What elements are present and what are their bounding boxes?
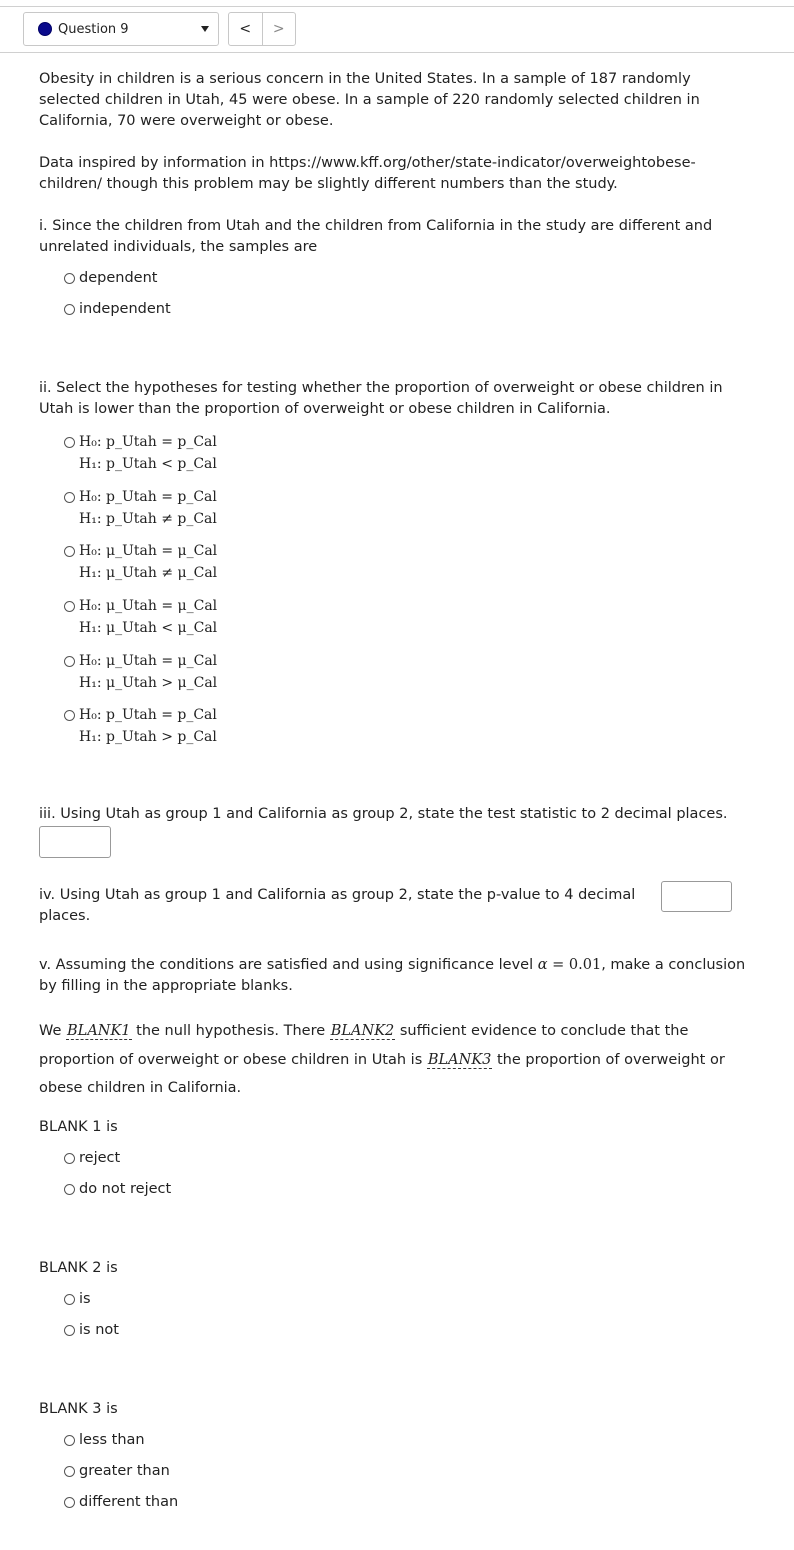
radio-icon[interactable] [64,492,75,503]
question-label: Question 9 [58,21,129,37]
radio-icon[interactable] [64,1184,75,1195]
hypothesis-option-1[interactable] [64,431,217,475]
blank2-option-is[interactable] [64,1291,91,1307]
question-nav [228,12,296,46]
option-label: greater than [79,1463,170,1479]
blank3-placeholder: BLANK3 [427,1051,492,1068]
option-label: less than [79,1432,145,1448]
h0-text: H₀: μ_Utah = μ_Cal [79,653,218,669]
blank3-option-greater-than[interactable] [64,1463,170,1479]
option-label: different than [79,1494,179,1510]
statement-part-2: the null hypothesis. There [136,1023,326,1039]
radio-icon[interactable] [64,437,75,448]
question-selector[interactable] [23,12,219,46]
part5-prompt-b: , make a conclusion by filling in the appropriate blanks. [39,957,746,994]
part4-prompt: iv. Using Utah as group 1 and California as group 2, state the p-value to 4 decimal places. [39,887,636,924]
h1-text: H₁: μ_Utah < μ_Cal [79,620,218,636]
conclusion-statement [39,1017,749,1103]
option-label: is not [79,1322,119,1338]
hypothesis-option-5[interactable] [64,650,217,694]
h1-text: H₁: p_Utah < p_Cal [79,456,217,472]
alpha-symbol: α [537,957,548,973]
alpha-value: = 0.01 [552,957,602,973]
statement-part-4: the proportion of overweight or obese children in California. [39,1051,725,1096]
option-label: is [79,1291,91,1307]
blank1-option-do-not-reject[interactable] [64,1181,171,1197]
h0-text: H₀: p_Utah = p_Cal [79,489,217,505]
part1-option-independent[interactable] [64,301,171,317]
blank1-placeholder: BLANK1 [67,1023,131,1039]
blank2-label: BLANK 2 is [39,1260,118,1276]
top-divider [0,6,794,7]
radio-icon[interactable] [64,1435,75,1446]
h0-text: H₀: p_Utah = p_Cal [79,707,217,723]
test-statistic-input[interactable] [39,826,111,858]
radio-icon[interactable] [64,1325,75,1336]
hypothesis-option-4[interactable] [64,595,217,639]
option-label: reject [79,1150,121,1166]
part2-prompt: ii. Select the hypotheses for testing whether the proportion of overweight or obese children in Utah is lower than the proportion of overweight or obese children in California. [39,380,723,417]
option-label: independent [79,301,171,317]
h1-text: H₁: p_Utah ≠ p_Cal [79,511,217,527]
h1-text: H₁: μ_Utah > μ_Cal [79,675,218,691]
caret-down-icon [201,26,209,32]
h1-text: H₁: μ_Utah ≠ μ_Cal [79,565,218,581]
blank3-option-different-than[interactable] [64,1494,178,1510]
blank1-label: BLANK 1 is [39,1119,118,1135]
blank2-option-is-not[interactable] [64,1322,119,1338]
part5-prompt [39,955,749,997]
next-question-button[interactable]: > [262,13,296,45]
h0-text: H₀: p_Utah = p_Cal [79,434,217,450]
hypothesis-option-6[interactable] [64,704,217,748]
radio-icon[interactable] [64,656,75,667]
radio-icon[interactable] [64,1294,75,1305]
h0-text: H₀: μ_Utah = μ_Cal [79,598,218,614]
radio-icon[interactable] [64,304,75,315]
h1-text: H₁: p_Utah > p_Cal [79,729,217,745]
blank3-option-less-than[interactable] [64,1432,145,1448]
hypothesis-option-3[interactable] [64,540,217,584]
option-label: dependent [79,270,158,286]
prev-question-button[interactable]: < [239,21,252,37]
radio-icon[interactable] [64,1466,75,1477]
statement-part-1: We [39,1023,62,1039]
statement-part-3: sufficient evidence to conclude that the proportion of overweight or obese children in Utah is [39,1023,689,1068]
radio-icon[interactable] [64,1153,75,1164]
p-value-input[interactable] [661,881,732,912]
header-divider [0,52,794,53]
intro-paragraph: Obesity in children is a serious concern in the United States. In a sample of 187 randomly selected children in Utah, 45 were obese. In a sample of 220 randomly selected children in California, 70 were overweight or obese. [39,71,700,129]
blank3-label: BLANK 3 is [39,1401,118,1417]
radio-icon[interactable] [64,601,75,612]
blank2-placeholder: BLANK2 [330,1023,395,1039]
h0-text: H₀: μ_Utah = μ_Cal [79,543,218,559]
radio-icon[interactable] [64,710,75,721]
part5-prompt-a: v. Assuming the conditions are satisfied and using significance level [39,957,534,973]
hypothesis-option-2[interactable] [64,486,217,530]
option-label: do not reject [79,1181,172,1197]
part1-prompt: i. Since the children from Utah and the children from California in the study are different and unrelated individuals, the samples are [39,218,713,255]
part1-option-dependent[interactable] [64,270,157,286]
status-dot-icon [38,22,52,36]
part3-prompt: iii. Using Utah as group 1 and California as group 2, state the test statistic to 2 decimal places. [39,806,728,822]
radio-icon[interactable] [64,546,75,557]
blank1-option-reject[interactable] [64,1150,120,1166]
radio-icon[interactable] [64,273,75,284]
source-paragraph: Data inspired by information in https://www.kff.org/other/state-indicator/overweightobese-children/ though this problem may be slightly different numbers than the study. [39,155,696,192]
radio-icon[interactable] [64,1497,75,1508]
